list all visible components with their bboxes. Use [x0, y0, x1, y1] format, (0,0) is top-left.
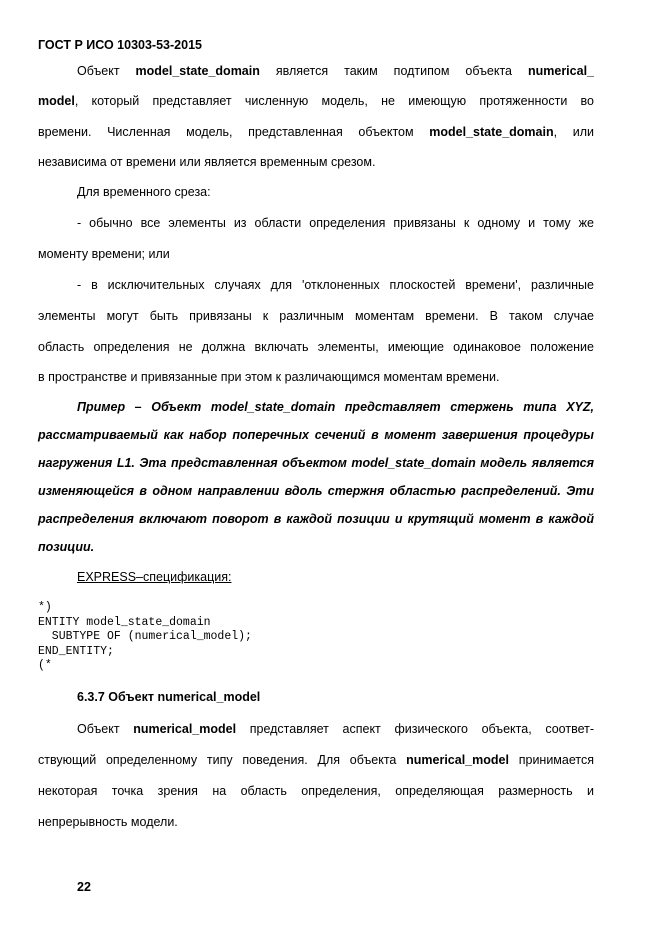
text: представляет аспект физического объекта, соответ- [236, 722, 594, 736]
example-line: распределения включают поворот в каждой позиции и крутящий момент в каждой [38, 512, 594, 526]
paragraph-line: некоторая точка зрения на область определения, определяющая размерность и [38, 784, 594, 798]
example-line: позиции. [38, 540, 95, 554]
code-block: *) ENTITY model_state_domain SUBTYPE OF (numerical_model); END_ENTITY; (* [38, 601, 252, 672]
text: времени. Численная модель, представленная объектом [38, 125, 430, 139]
paragraph-line [38, 124, 594, 140]
list-item-line: элементы могут быть привязаны к различным моментам времени. В таком случае [38, 309, 594, 323]
example-line: нагружения L1. Эта представленная объектом model_state_domain модель является [38, 456, 594, 470]
entity-name: numerical_model [406, 753, 509, 767]
entity-name: model_state_domain [135, 64, 260, 78]
document-header: ГОСТ Р ИСО 10303-53-2015 [38, 38, 202, 52]
paragraph-line [38, 752, 594, 768]
example-line: Пример – Объект model_state_domain представляет стержень типа XYZ, [77, 400, 594, 414]
entity-name: model [38, 94, 75, 108]
text: ствующий определенному типу поведения. Для объекта [38, 753, 407, 767]
paragraph-line [77, 721, 594, 737]
express-label: EXPRESS–спецификация: [77, 570, 232, 584]
list-item-line: - обычно все элементы из области определения привязаны к одному и тому же [77, 216, 594, 230]
text: является таким подтипом объекта [259, 64, 528, 78]
list-item-line: область определения не должна включать элементы, имеющие одинаковое положение [38, 340, 594, 354]
example-line: рассматриваемый как набор поперечных сечений в момент завершения процедуры [38, 428, 594, 442]
text: , или [553, 125, 594, 139]
list-item-line: моменту времени; или [38, 247, 170, 261]
entity-name: numerical_model [133, 722, 237, 736]
page-number: 22 [77, 880, 91, 894]
paragraph-line [77, 63, 594, 79]
express-label-line [77, 569, 594, 585]
paragraph-line: непрерывность модели. [38, 815, 178, 829]
paragraph-line: Для временного среза: [77, 185, 211, 199]
paragraph-line: независима от времени или является временным срезом. [38, 155, 376, 169]
section-heading: 6.3.7 Объект numerical_model [77, 690, 261, 704]
text: принимается [508, 753, 594, 767]
text: Объект [77, 64, 136, 78]
entity-name: numerical_ [527, 64, 594, 78]
example-line: изменяющейся в одном направлении вдоль стержня областью распределений. Эти [38, 484, 594, 498]
text: Объект [77, 722, 134, 736]
list-item-line: в пространстве и привязанные при этом к различающимся моментам времени. [38, 370, 500, 384]
paragraph-line [38, 93, 594, 109]
entity-name: model_state_domain [429, 125, 554, 139]
list-item-line: - в исключительных случаях для 'отклоненных плоскостей времени', различные [77, 278, 594, 292]
text: , который представляет численную модель, не имеющую протяженности во [74, 94, 594, 108]
